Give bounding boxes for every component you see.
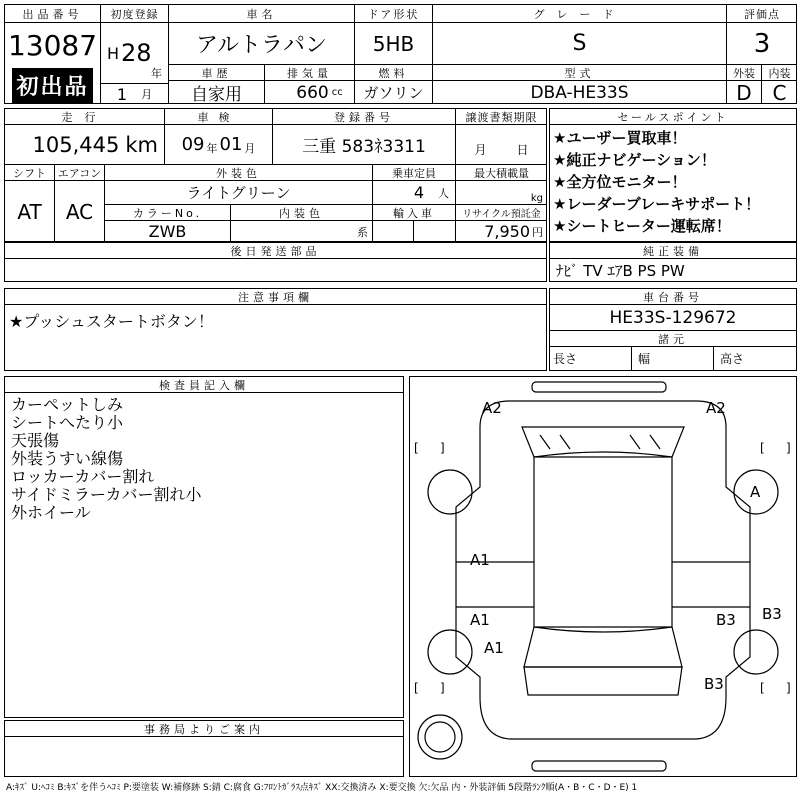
model-value: DBA-HE33S	[433, 81, 727, 104]
inspector-notes	[4, 376, 404, 718]
aircon-value: AC	[55, 181, 105, 242]
equipment-value: ﾅﾋﾞ TV ｴｱB PS PW	[556, 261, 685, 280]
chassis-value: HE33S-129672	[550, 305, 796, 331]
rear-hatch	[524, 667, 682, 695]
interior-color-unit: 系	[357, 225, 368, 239]
interior-color-value	[231, 221, 373, 242]
bracket: [	[414, 681, 419, 695]
sales-points-list	[550, 127, 760, 237]
inspector-item: 外ホイール	[11, 503, 91, 522]
inspection-label: 車検	[165, 109, 273, 125]
grade-label: グレード	[433, 5, 727, 23]
wheel-inner	[425, 722, 455, 752]
ext-score-value: D	[727, 81, 762, 104]
mark-a: A	[750, 483, 761, 501]
office-notice	[4, 720, 404, 777]
max-load-value	[456, 181, 547, 205]
car-name-value: アルトラパン	[169, 23, 355, 65]
mark-a2-right: A2	[706, 399, 726, 417]
inspection-value	[165, 125, 273, 165]
int-score-value: C	[772, 81, 787, 104]
wheel-front-left	[428, 470, 472, 514]
mark-b3-low: B3	[704, 675, 724, 693]
mileage-value	[5, 125, 165, 165]
front-bumper-outline	[532, 382, 666, 392]
door-value: 5HB	[355, 23, 433, 65]
bracket: ]	[786, 441, 791, 455]
sales-points	[549, 108, 797, 242]
mileage-label: 走行	[5, 109, 165, 125]
inspector-label: 検査員記入欄	[5, 377, 403, 393]
ext-score-label: 外装	[727, 65, 762, 81]
inspection-month: 01	[219, 134, 243, 155]
recycle-label: リサイクル預託金	[456, 205, 547, 221]
spec-width: 幅	[632, 347, 714, 370]
equipment	[549, 242, 797, 282]
first-listing-badge	[5, 67, 101, 104]
transfer-value	[456, 125, 547, 165]
notes-value: ★プッシュスタートボタン！	[9, 312, 214, 331]
spec-height: 高さ	[720, 352, 745, 366]
aircon-label: エアコン	[55, 165, 105, 181]
notes-label: 注意事項欄	[5, 289, 546, 305]
plate-value: 三重 583ﾈ3311	[273, 125, 456, 165]
car-diagram-svg	[410, 377, 796, 776]
specs-label: 諸元	[550, 331, 796, 347]
mark-b3-top: B3	[716, 611, 736, 629]
later-parts	[4, 242, 547, 282]
reg-year: 28	[121, 39, 152, 67]
bracket: [	[760, 441, 765, 455]
inspector-item: 天張傷	[11, 431, 60, 450]
mark-b3-side: B3	[762, 605, 782, 623]
exterior-color-value: ライトグリーン	[105, 181, 373, 205]
history-label: 車歴	[169, 65, 265, 81]
sales-point: ★レーダーブレーキサポート！	[553, 195, 761, 213]
car-diagram	[409, 376, 797, 777]
first-reg-label: 初度登録	[101, 5, 169, 23]
lot-label: 出品番号	[5, 5, 101, 23]
score-value: 3	[727, 23, 797, 65]
vent-line	[630, 435, 640, 449]
notes	[4, 288, 547, 371]
bracket: ]	[440, 681, 445, 695]
header-grid	[4, 4, 797, 104]
fuel-value: ガソリン	[355, 81, 433, 104]
capacity-number: 4	[413, 183, 424, 202]
capacity-label: 乗車定員	[373, 165, 456, 181]
inspector-item: シートへたり小	[11, 413, 124, 432]
mark-a1-low: A1	[484, 639, 504, 657]
inspection-month-unit: 月	[244, 141, 256, 155]
door-label: ドア形状	[355, 5, 433, 23]
score-label: 評価点	[727, 5, 797, 23]
inspection-year: 09	[181, 134, 205, 155]
recycle-unit: 円	[532, 225, 543, 239]
sales-points-label: セールスポイント	[550, 109, 796, 125]
month-unit: 月	[141, 88, 153, 101]
sales-point: ★全方位モニター！	[553, 173, 687, 191]
inspector-item: サイドミラーカバー割れ小	[11, 485, 202, 504]
year-unit: 年	[151, 67, 162, 80]
recycle-value	[456, 221, 547, 242]
reg-month: 1	[116, 84, 128, 104]
vent-line	[560, 435, 570, 449]
grade-value: S	[433, 23, 727, 65]
capacity-value	[373, 181, 456, 205]
import-label: 輸入車	[373, 205, 456, 221]
mark-a1-top: A1	[470, 551, 490, 569]
history-value: 自家用	[169, 81, 265, 104]
first-reg-month	[101, 83, 169, 104]
chassis	[549, 288, 797, 371]
wheel-rear-right	[734, 630, 778, 674]
wheel-rear-left	[428, 630, 472, 674]
mileage-number: 105,445	[32, 132, 120, 157]
inspection-year-unit: 年	[206, 141, 218, 155]
inspector-item: 外装うすい線傷	[11, 449, 124, 468]
inspector-item: カーペットしみ	[11, 395, 124, 414]
interior-color-label: 内装色	[231, 205, 373, 221]
bracket: [	[760, 681, 765, 695]
displacement-value	[265, 81, 355, 104]
vent-line	[650, 435, 660, 449]
color-no-label: カラーNo.	[105, 205, 231, 221]
lot-number: 13087	[5, 23, 101, 67]
color-no-value: ZWB	[105, 221, 231, 242]
recycle-amount: 7,950	[484, 222, 530, 241]
sales-point: ★ユーザー買取車！	[553, 129, 687, 147]
first-listing-text: 初出品	[12, 68, 92, 103]
sales-point: ★シートヒーター運転席！	[553, 217, 731, 235]
max-load-unit: kg	[530, 193, 543, 204]
fuel-label: 燃料	[355, 65, 433, 81]
import-value-2	[414, 221, 456, 242]
shift-label: シフト	[5, 165, 55, 181]
displacement-label: 排気量	[265, 65, 355, 81]
shift-value: AT	[5, 181, 55, 242]
mark-a1-mid: A1	[470, 611, 490, 629]
capacity-unit: 人	[438, 186, 449, 200]
sales-point: ★純正ナビゲーション！	[553, 151, 716, 169]
plate-label: 登録番号	[273, 109, 456, 125]
legend: A:ｷｽﾞ U:ﾍｺﾐ B:ｷｽﾞを伴うﾍｺﾐ P:要塗装 W:補修跡 S:錆 C:腐食 G:ﾌﾛﾝﾄｶﾞﾗｽ点ｷｽﾞ XX:交換済み X:要交換 欠:欠品 内・外装評価 5段階ﾗﾝｸ順(A・B・C・D・E) 1	[6, 783, 638, 793]
rear-window	[524, 627, 682, 667]
bracket: ]	[786, 681, 791, 695]
vehicle-details	[4, 108, 547, 242]
first-reg-value	[101, 23, 169, 83]
transfer-month-unit: 月	[474, 143, 487, 157]
chassis-label: 車台番号	[550, 289, 796, 305]
car-name-label: 車名	[169, 5, 355, 23]
model-label: 型式	[433, 65, 727, 81]
office-label: 事務局よりご案内	[5, 721, 403, 737]
bracket: [	[414, 441, 419, 455]
roof	[534, 452, 672, 632]
spec-length: 長さ	[550, 347, 632, 370]
mileage-unit: km	[125, 132, 158, 157]
equipment-label: 純正装備	[550, 243, 796, 259]
later-parts-label: 後日発送部品	[5, 243, 546, 259]
max-load-label: 最大積載量	[456, 165, 547, 181]
transfer-day-unit: 日	[516, 143, 529, 157]
rear-bumper-outline	[532, 761, 666, 771]
inspector-list	[11, 396, 202, 522]
mark-a2-left: A2	[482, 399, 502, 417]
displacement-number: 660	[296, 82, 329, 103]
int-score-label: 内装	[762, 65, 797, 81]
exterior-color-label: 外装色	[105, 165, 373, 181]
import-value	[373, 221, 414, 242]
inspector-item: ロッカーカバー割れ	[11, 467, 155, 486]
vent-line	[540, 435, 550, 449]
bracket: ]	[440, 441, 445, 455]
transfer-label: 譲渡書類期限	[456, 109, 547, 125]
displacement-unit: cc	[331, 87, 343, 98]
era: H	[107, 43, 120, 63]
